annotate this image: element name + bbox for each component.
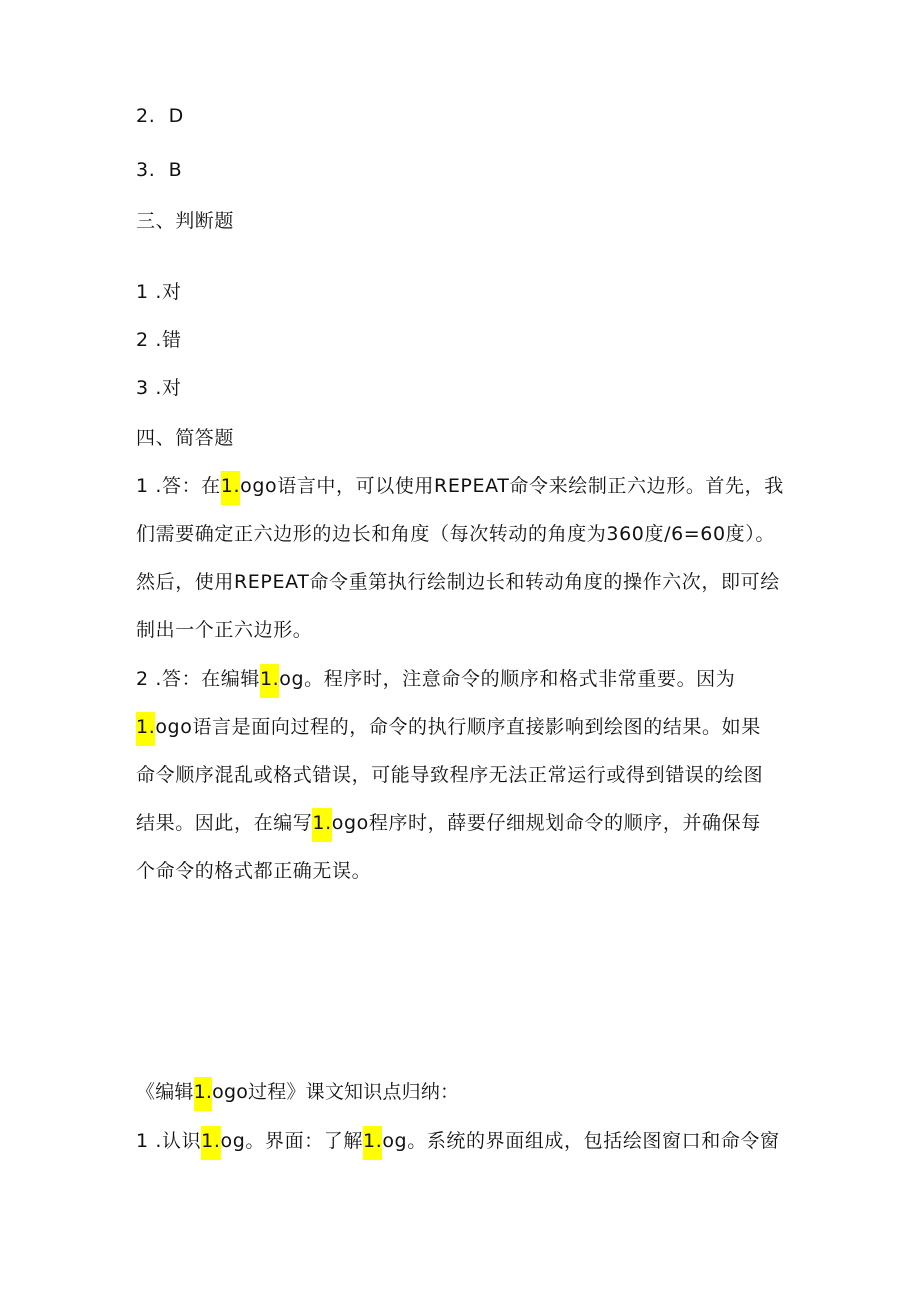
answer1-line-4: 制出一个正六边形。 <box>136 619 313 641</box>
answer-value: D <box>168 105 184 127</box>
answer2-line-1: 2 .答：在编辑1.og。程序时，注意命令的顺序和格式非常重要。因为 <box>136 667 735 691</box>
highlight-mark: 1. <box>221 471 240 505</box>
judgement-item-2 <box>136 328 182 352</box>
summary-item-1: 1 .认识1.og。界面：了解1.og。系统的界面组成，包括绘图窗口和命令窗 <box>136 1129 780 1153</box>
item-number: 3 <box>136 377 149 399</box>
highlight-mark: 1. <box>363 1126 382 1160</box>
highlight-mark: 1. <box>260 664 279 698</box>
item-text: .对 <box>155 377 182 399</box>
answer2-line-4: 结果。因此，在编写1.ogo程序时，薛要仔细规划命令的顺序，并确保每 <box>136 811 761 835</box>
item-text: .对 <box>155 281 182 303</box>
answer1-line-1: 1 .答：在1.ogo语言中，可以使用REPEAT命令来绘制正六边形。首先，我 <box>136 474 784 498</box>
summary-title: 《编辑1.ogo过程》课文知识点归纳： <box>136 1080 459 1104</box>
answer2-line-3: 命令顺序混乱或格式错误，可能导致程序无法正常运行或得到错误的绘图 <box>136 764 764 786</box>
choice-answer-3 <box>136 158 182 182</box>
judgement-item-3 <box>136 376 182 400</box>
item-text: .错 <box>155 329 182 351</box>
answer2-line-5: 个命令的格式都正确无误。 <box>136 860 372 882</box>
highlight-mark: 1. <box>136 712 155 746</box>
answer2-line-2: 1.ogo语言是面向过程的，命令的执行顺序直接影响到绘图的结果。如果 <box>136 715 761 739</box>
item-number: 1 <box>136 281 149 303</box>
section-heading-short-answer: 四、简答题 <box>136 427 235 449</box>
choice-answer-2 <box>136 104 184 128</box>
item-number: 2 <box>136 329 149 351</box>
answer-number: 2. <box>136 105 156 127</box>
highlight-mark: 1. <box>312 808 331 842</box>
highlight-mark: 1. <box>201 1126 220 1160</box>
answer-number: 3. <box>136 159 156 181</box>
answer1-line-3: 然后，使用REPEAT命令重第执行绘制边长和转动角度的操作六次，即可绘 <box>136 571 780 593</box>
answer1-line-2: 们需要确定正六边形的边长和角度（每次转动的角度为360度/6=60度）。 <box>136 523 775 545</box>
judgement-item-1 <box>136 280 182 304</box>
answer-value: B <box>168 159 183 181</box>
highlight-mark: 1. <box>194 1077 213 1111</box>
section-heading-judgement: 三、判断题 <box>136 210 235 232</box>
